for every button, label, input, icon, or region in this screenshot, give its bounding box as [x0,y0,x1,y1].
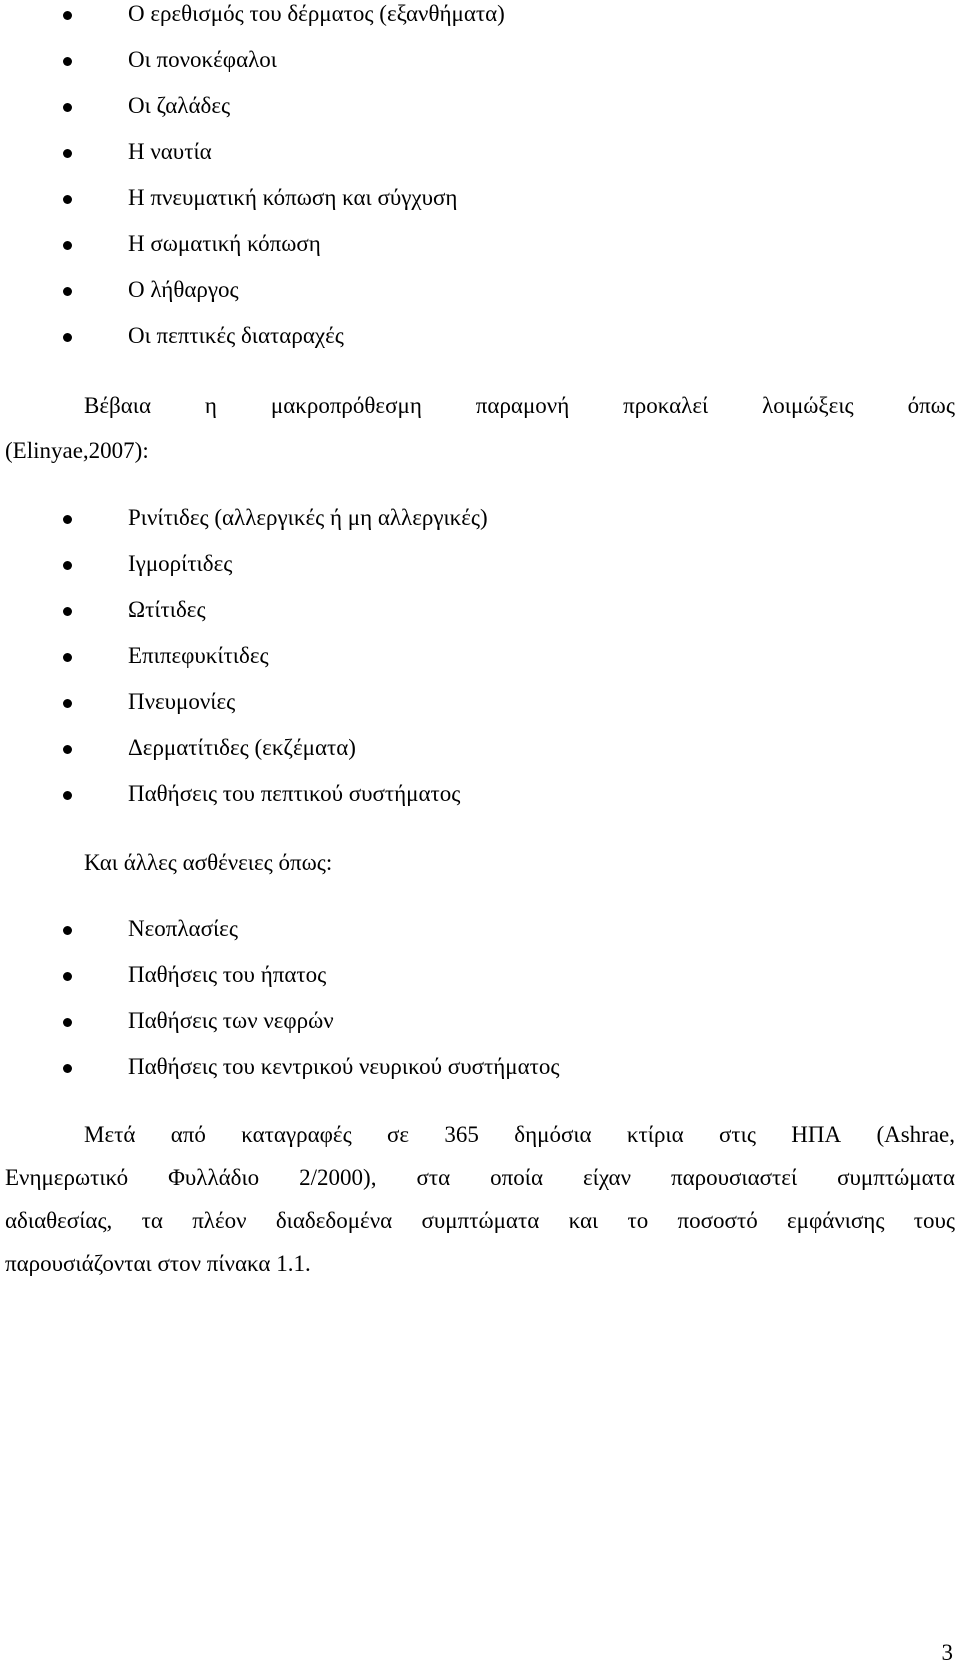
list-item: Οι πεπτικές διαταραχές [0,326,960,372]
list-item: Οι ζαλάδες [0,96,960,142]
list-item: Ο ερεθισμός του δέρματος (εξανθήματα) [0,4,960,50]
list-item: Η πνευματική κόπωση και σύγχυση [0,188,960,234]
paragraph-line: (Elinyae,2007): [5,438,149,463]
paragraph-line: Μετά από καταγραφές σε 365 δημόσια κτίρια στις ΗΠΑ (Ashrae, [84,1122,955,1147]
bullet-icon [63,699,72,708]
list-item: Ρινίτιδες (αλλεργικές ή μη αλλεργικές) [0,508,960,554]
list-item: Παθήσεις του πεπτικού συστήματος [0,784,960,830]
diseases-list [0,916,960,1103]
paragraph-line: Βέβαια η μακροπρόθεσμη παραμονή προκαλεί λοιμώξεις όπως [84,393,955,418]
bullet-icon [63,11,72,20]
list-item: Ο λήθαργος [0,280,960,326]
list-item: Η ναυτία [0,142,960,188]
bullet-icon [63,791,72,800]
bullet-icon [63,515,72,524]
paragraph-line: αδιαθεσίας, τα πλέον διαδεδομένα συμπτώματα και το ποσοστό εμφάνισης τους [5,1208,955,1233]
bullet-icon [63,607,72,616]
bullet-icon [63,195,72,204]
bullet-icon [63,57,72,66]
paragraph-line: παρουσιάζονται στον πίνακα 1.1. [5,1251,311,1276]
bullet-icon [63,926,72,935]
bullet-icon [63,333,72,342]
bullet-icon [63,241,72,250]
list-item: Ωτίτιδες [0,600,960,646]
list-item: Ιγμορίτιδες [0,554,960,600]
paragraph-line: Ενημερωτικό Φυλλάδιο 2/2000), στα οποία είχαν παρουσιαστεί συμπτώματα [5,1165,955,1190]
bullet-icon [63,653,72,662]
list-item: Δερματίτιδες (εκζέματα) [0,738,960,784]
bullet-icon [63,103,72,112]
list-item: Παθήσεις του ήπατος [0,965,960,1011]
page-number: 3 [941,1640,953,1665]
list-item: Επιπεφυκίτιδες [0,646,960,692]
bullet-icon [63,745,72,754]
bullet-icon [63,1064,72,1073]
bullet-icon [63,972,72,981]
bullet-icon [63,1018,72,1027]
symptoms-list [0,1,960,372]
list-item: Παθήσεις του κεντρικού νευρικού συστήματος [0,1057,960,1103]
bullet-icon [63,287,72,296]
bullet-icon [63,561,72,570]
list-item: Η σωματική κόπωση [0,234,960,280]
infections-list [0,505,960,830]
paragraph-line: Και άλλες ασθένειες όπως: [84,850,333,875]
list-item: Πνευμονίες [0,692,960,738]
bullet-icon [63,149,72,158]
list-item: Παθήσεις των νεφρών [0,1011,960,1057]
list-item: Οι πονοκέφαλοι [0,50,960,96]
list-item: Νεοπλασίες [0,919,960,965]
